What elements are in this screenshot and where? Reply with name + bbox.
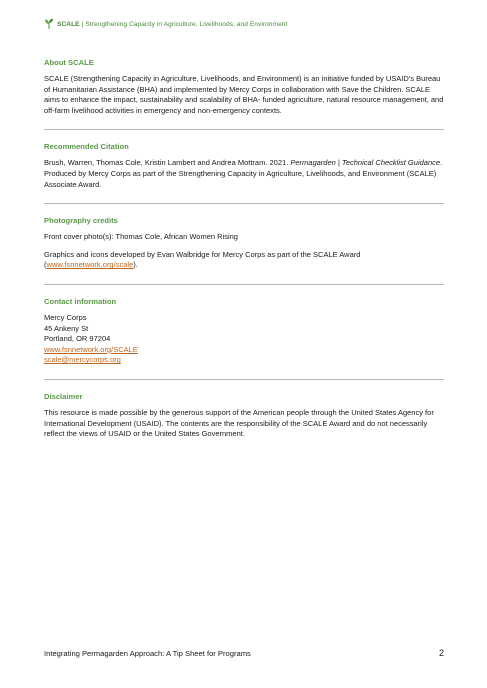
- contact-section: [44, 297, 444, 366]
- disclaimer-section: [44, 392, 444, 440]
- header-tagline: Strengthening Capacity in Agriculture, Livelihoods, and Environment: [85, 20, 288, 28]
- citation-rest: . Produced by Mercy Corps as part of the Strengthening Capacity in Agriculture, Livelihoods, and Environment (SCALE) Associate Award.: [44, 158, 443, 189]
- page-footer: [44, 648, 444, 658]
- section-divider: [44, 203, 444, 204]
- header-brand: SCALE: [57, 20, 80, 28]
- disclaimer-heading: Disclaimer: [44, 391, 83, 401]
- footer-title: Integrating Permagarden Approach: A Tip Sheet for Programs: [44, 649, 251, 658]
- citation-authors: Brush, Warren, Thomas Cole, Kristin Lambert and Andrea Mottram. 2021.: [44, 158, 291, 168]
- photography-cover-credit: Front cover photo(s): Thomas Cole, African Women Rising: [44, 232, 238, 242]
- section-divider: [44, 284, 444, 285]
- citation-section: [44, 142, 444, 190]
- disclaimer-body: This resource is made possible by the generous support of the American people through the United States Agency for International Development (USAID). The contents are the responsibility of the SCALE Award and do not necessarily reflect the views of USAID or the United States Government.: [44, 407, 434, 439]
- header-separator: |: [81, 20, 84, 28]
- page-number: 2: [438, 648, 444, 658]
- contact-email-link[interactable]: scale@mercycorps.org: [44, 355, 121, 365]
- sprout-icon: [44, 18, 54, 30]
- citation-title: Permagarden | Technical Checklist Guidance: [290, 158, 441, 168]
- photography-section: [44, 216, 444, 271]
- page-header: [44, 17, 287, 31]
- contact-address: [44, 313, 444, 366]
- contact-org: Mercy Corps: [44, 312, 87, 322]
- main-content: [44, 58, 444, 453]
- about-body: SCALE (Strengthening Capacity in Agriculture, Livelihoods, and Environment) is an initiative funded by USAID’s Bureau of Humanitarian Assistance (BHA) and implemented by Mercy Corps in collaboration with Save the Children. SCALE aims to enhance the impact, sustainability and scalability of BHA- funded agriculture, natural resource management, and off-farm livelihood activities in emergency and non-emergency contexts.: [44, 74, 444, 115]
- citation-body: [44, 158, 444, 190]
- contact-street: 45 Ankeny St: [44, 323, 89, 333]
- citation-heading: Recommended Citation: [44, 142, 129, 152]
- fsn-scale-link[interactable]: www.fsnnetwork.org/scale: [46, 260, 134, 270]
- photography-graphics-credit: [44, 250, 444, 271]
- contact-city: Portland, OR 97204: [44, 334, 111, 344]
- graphics-credit-suffix: ).: [133, 260, 138, 270]
- contact-heading: Contact information: [44, 296, 117, 306]
- contact-website-link[interactable]: www.fsnnetwork.org/SCALE: [44, 344, 138, 354]
- graphics-credit-prefix: Graphics and icons developed by Evan Walbridge for Mercy Corps as part of the SCALE Award (: [44, 249, 361, 270]
- about-heading: About SCALE: [44, 58, 94, 67]
- header-text: [57, 21, 287, 28]
- photography-heading: Photography credits: [44, 216, 118, 226]
- about-section: [44, 58, 444, 116]
- section-divider: [44, 129, 444, 130]
- section-divider: [44, 379, 444, 380]
